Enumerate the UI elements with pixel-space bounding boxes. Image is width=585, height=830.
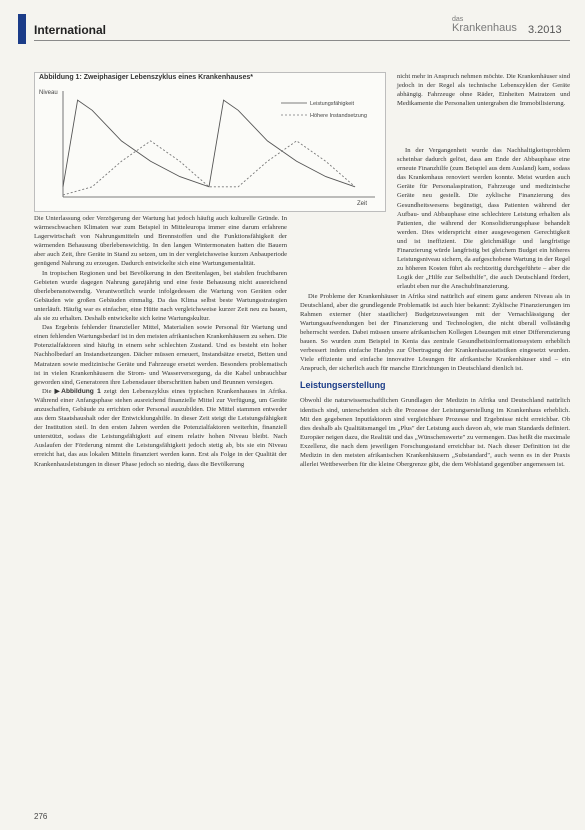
issue-number: 3.2013 <box>528 24 562 36</box>
figure-reference-link[interactable]: ▶Abbildung 1 <box>54 387 101 395</box>
left-paragraph-2: In tropischen Regionen und bei Bevölkerung in den Breitenlagen, bei stabilen fruchtbaren Gebieten wurde dagegen Nahrung ganzjährig und eine feste Behausung nicht ausreichend überlebensnotwendig. Verantwortlich wurde infolgedessen die Wartung von Geräten oder Gebäuden wie großen Gebäuden einmalig. Da das Klima selbst beste Wartungsstrategien unterläuft. Häufig war es einfacher, eine Hütte nach vergleichsweise kurzer Zeit neu zu bauen, als sie zu erhalten. Deshalb entwickelte sich keine Wartungskultur. <box>34 269 287 323</box>
section-title: International <box>34 23 107 37</box>
x-axis-label: Zeit <box>357 201 368 207</box>
figure-caption: Abbildung 1: Zweiphasiger Lebenszyklus eines Krankenhauses* <box>39 74 253 81</box>
y-axis-label: Niveau <box>39 90 58 96</box>
right-column <box>300 146 570 808</box>
page-number: 276 <box>34 812 48 821</box>
left-paragraph-1: Die Unterlassung oder Verzögerung der Wartung hat jedoch häufig auch kulturelle Gründe. In wärmeschwachen Klimaten war zum Beispiel in Mitteleuropa immer eine darum erfahrene Lagerwirtschaft von Nahrungsmitteln und Brennstoffen und die Funktionsfähigkeit der wärmenden Behausung überlebenswichtig. In den langen Wintermonaten hatten die Bauern aber auch Zeit, ihre Geräte in Stand zu setzen, um in der vergleichsweise kurzen Anbauperiode genügend Nahrung zu erzeugen. Dadurch entwickelte sich eine Wartungsmentalität. <box>34 215 287 268</box>
right-paragraph-4: Obwohl die naturwissenschaftlichen Grundlagen der Medizin in Afrika und Deutschland natürlich identisch sind, unterscheiden sich die Prozesse der Leistungserstellung im Krankenhaus erheblich. Mit den gegebenen Inputfaktoren sind vergleichbare Prozesse und Ergebnisse nicht erreichbar. Ob dies deshalb als Qualitätsmangel im „Plus" der Leistung auch davon ab, wie man Standards definiert. Europäer neigen dazu, die Realität und das „Wünschenswerte" zu vermengen. Das heißt die maximale Exzellenz, die nach dem jeweiligen Forschungsstand erreichbar ist. Nach dieser Definition ist die Medizin in den meisten afrikanischen Krankenhäusern „Substandard", auch wenn es in der Praxis allerlei Wettbewerben für die kleine Obergrenze gibt, die dem Wohlstand gegenüber angemessen ist. <box>300 397 570 469</box>
section-color-bar <box>18 14 26 44</box>
left-paragraph-4 <box>34 387 287 469</box>
legend-solid-label: Leistungsfähigkeit <box>310 101 355 107</box>
paragraph-4-lead: Die <box>42 387 55 395</box>
left-paragraph-3: Das Ergebnis fehlender finanzieller Mittel, Materialien sowie Personal für Wartung und einen fehlenden Wartungsbedarf ist in den meisten afrikanischen Krankenhäusern zu sehen. Die Potenzialfaktoren sind häufig in einem sehr schlechten Zustand. Und es besteht ein hoher Nachholbedarf an Instandsetzungen. Dächer müssen erneuert, Instandsätze ersetzt, Betten und Matratzen sowie medizinische Geräte und Fahrzeuge ersetzt werden. Besonders problematisch ist in vielen Krankenhäusern die Strom- und Wasserversorgung, da die Kabel unbrauchbar geworden sind, Generatoren ihre Lebensdauer überschritten haben und Brunnen versiegen. <box>34 324 287 386</box>
header-rule <box>34 40 570 41</box>
magazine-logo-line2: Krankenhaus <box>452 22 517 34</box>
right-paragraph-1: nicht mehr in Anspruch nehmen möchte. Die Krankenhäuser sind jedoch in der Regel als technische Lebenszyklen der Geräte abhängig. Fahrzeuge ohne Räder, Einheiten Matratzen und Medikamente die Personalien untergraben die Immobilisierung. <box>397 73 570 108</box>
paragraph-4-body: zeigt den Lebenszyklus eines typischen Krankenhauses in Afrika. Während einer Anfangsphase stehen ausreichend finanzielle Mittel zur Verfügung, um Geräte anzuschaffen, Gebäude zu errichten oder Personal auszubilden. Die Mittel stammen entweder aus dem Staatshaushalt oder der Entwicklungshilfe. In dieser Zeit steigt die Leistungsfähigkeit der Institution steil. In den ersten Jahren werden die Potenzialfaktoren weiterhin, finanziell unterstützt, sodass die Leistungsfähigkeit auf einem relativ hohen Niveau bleibt. Nach Auslaufen der Förderung nimmt die Leistungsfähigkeit jedoch stetig ab, bis sie ein Niveau erreicht hat, das aus lokalen Mitteln finanziert werden kann. Erst als Folge in der Qualität der Krankenhausleistungen in dieser Phase jedoch so niedrig, dass die Bevölkerung <box>34 387 287 468</box>
right-paragraph-2: In der Vergangenheit wurde das Nachhaltigkeitsproblem scheinbar dadurch gelöst, dass am Ende der Abbauphase eine erneute Finanzhilfe (zum Beispiel aus dem Ausland) kam, sodass das Krankenhaus renoviert werden konnte. Meist wurden auch Geräte für Personalaspiration, Fahrzeuge und medizinische Geräte neu gestellt. Die zyklische Finanzierung des Gesundheitswesens begünstigt, dass Patienten während der Aufbau- und Abbauphase eine schlechtere Leistung erhalten als Patienten, die während der Konsolidierungsphase behandelt werden. Dies widerspricht einer ausgewogenen Gerechtigkeit und ist ineffizient. Die gleichmäßige und langfristige Finanzierung würde langfristig bei gleichem Budget ein höheres Leistungsniveau sichern, da aufgeschobene Wartung in der Regel zu höheren Kosten führt als rechtzeitig durchgeführte – aber die Logik der „Hilfe zur Selbsthilfe", die auch Deutschland fördert, erlaubt eben nur die Anschubfinanzierung. <box>397 147 570 291</box>
magazine-logo-line1: das <box>452 16 464 23</box>
left-column <box>34 214 287 808</box>
legend-dashed-label: Höhere Instandsetzung <box>310 113 367 119</box>
section-heading: Leistungserstellung <box>300 380 386 391</box>
right-paragraph-3: Die Probleme der Krankenhäuser in Afrika sind natürlich auf einem ganz anderen Niveau als in Deutschland, aber die grundlegende Problematik ist auch hier bekannt: Zyklische Finanzierungen im Rahmen externer (hier staatlicher) Budgetzuweisungen mit der Vernachlässigung der Wartungsaufwendungen bei der Finanzierung und Technologien, die nicht überall vollständig beherrscht werden. Dabei müssen unsere afrikanischen Kollegen Lösungen mit einer Differenzierung bauen. So wurden zum Beispiel in Kenia das zentrale Gesundheitsinformationssystem erheblich verbessert indem einfache Handys zur Übertragung der Krankenhausstatistiken eingesetzt wurden. Viele effiziente und einfache innovative Lösungen für afrikanische Krankenhäuser sind – ein Anspruch, der sicherlich auch für manche Einrichtungen in Deutschland dienlich ist. <box>300 292 570 373</box>
magazine-logo <box>452 16 517 34</box>
